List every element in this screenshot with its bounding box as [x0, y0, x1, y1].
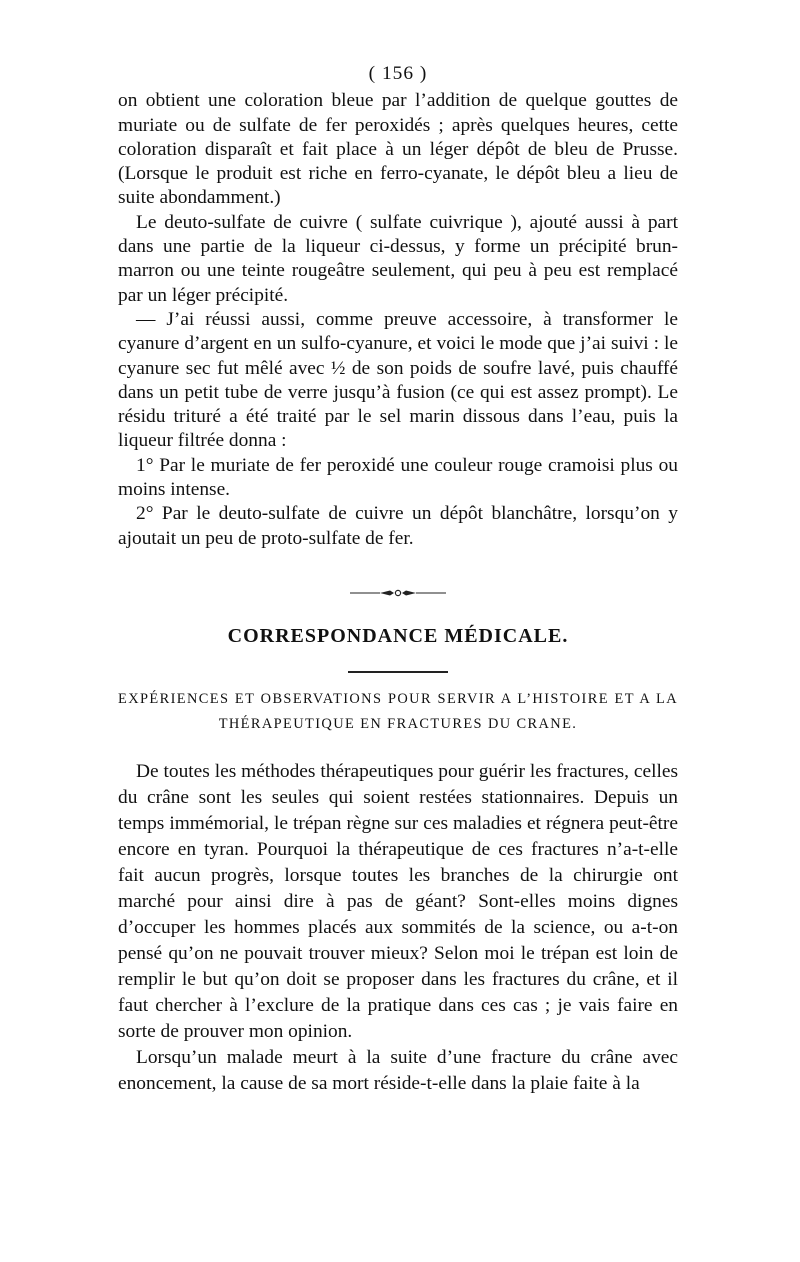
article-paragraph-2: Lorsqu’un malade meurt à la suite d’une fracture du crâne avec enoncement, la cause de sa mort réside-t-elle dans la plaie faite à la	[118, 1046, 678, 1094]
paragraph-4: 1° Par le muriate de fer peroxidé une couleur rouge cramoisi plus ou moins intense.	[118, 454, 678, 501]
ornament-icon	[350, 588, 446, 598]
page-number: ( 156 )	[368, 63, 428, 84]
document-page	[118, 62, 678, 1097]
section-heading: CORRESPONDANCE MÉDICALE.	[227, 624, 569, 647]
paragraph-2: Le deuto-sulfate de cuivre ( sulfate cuivrique ), ajouté aussi à part dans une partie de la liqueur ci-dessus, y forme un précipité brun-marron ou une teinte rougeâtre seulement, qui peu à peu est remplacé par un léger précipité.	[118, 211, 678, 306]
ornament-divider	[118, 587, 678, 599]
heading-rule	[348, 671, 448, 673]
article-title: EXPÉRIENCES ET OBSERVATIONS POUR SERVIR A L’HISTOIRE ET A LA THÉRAPEUTIQUE EN FRACTURES DU CRANE.	[118, 690, 678, 732]
article-body	[118, 759, 678, 1097]
paragraph-3: — J’ai réussi aussi, comme preuve accessoire, à transformer le cyanure d’argent en un sulfo-cyanure, et voici le mode que j’ai suivi : le cyanure sec fut mêlé avec ½ de son poids de soufre lavé, puis chauffé dans un petit tube de verre jusqu’à fusion (ce qui est assez prompt). Le résidu trituré a été traité par le sel marin dissous dans l’eau, puis la liqueur filtrée donna :	[118, 308, 678, 452]
article-paragraph-1: De toutes les méthodes thérapeutiques pour guérir les fractures, celles du crâne sont les seules qui soient restées stationnaires. Depuis un temps immémorial, le trépan règne sur ces maladies et régnera peut-être encore en tyran. Pourquoi la thérapeutique de ces fractures n’a-t-elle fait aucun progrès, lorsque toutes les branches de la chirurgie ont marché pour ainsi dire à pas de géant? Sont-elles moins dignes d’occuper les hommes placés aux sommités de la science, ou a-t-on pensé qu’on ne pouvait trouver mieux? Selon moi le trépan est loin de remplir le but qu’on doit se proposer dans les fractures du crâne, et il faut chercher à l’exclure de la pratique dans ces cas ; je vais faire en sorte de prouver mon opinion.	[118, 760, 678, 1042]
paragraph-5: 2° Par le deuto-sulfate de cuivre un dépôt blanchâtre, lorsqu’on y ajoutait un peu de proto-sulfate de fer.	[118, 503, 678, 549]
paragraph-1: on obtient une coloration bleue par l’addition de quelque gouttes de muriate ou de sulfate de fer peroxidés ; après quelques heures, cette coloration disparaît et fait place à un léger dépôt de bleu de Prusse. (Lorsque le produit est riche en ferro-cyanate, le dépôt bleu a lieu de suite abondamment.)	[118, 90, 678, 209]
